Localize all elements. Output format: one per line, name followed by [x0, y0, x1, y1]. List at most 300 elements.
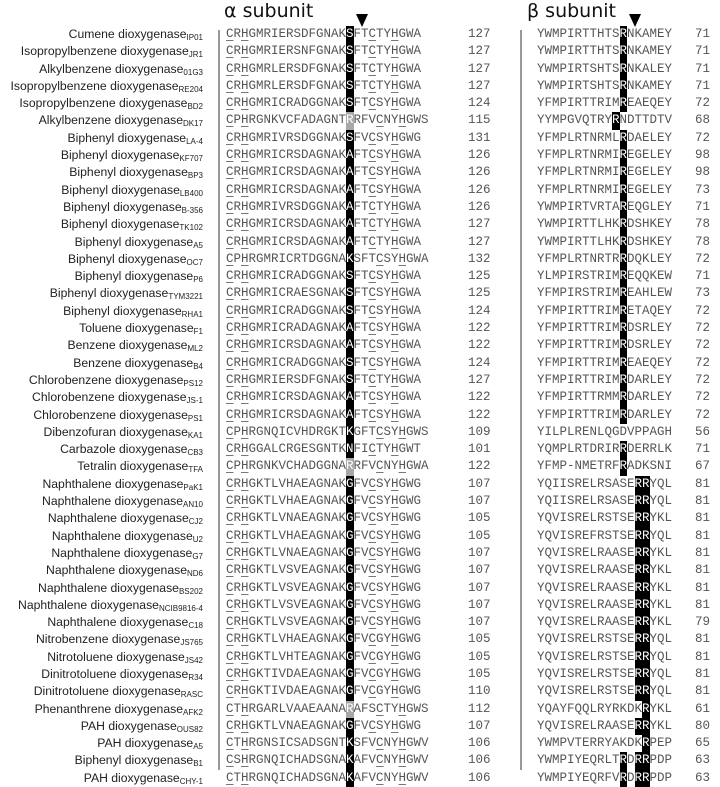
- residue: N: [323, 96, 332, 111]
- residue: Y: [537, 27, 545, 41]
- enzyme-label: [0, 718, 203, 735]
- residue: F: [544, 321, 553, 336]
- residue: F: [589, 528, 598, 543]
- residue: M: [612, 407, 620, 422]
- residue: S: [376, 718, 384, 733]
- residue: A: [353, 701, 362, 716]
- residue: T: [263, 597, 272, 612]
- enzyme-label: [0, 78, 203, 95]
- beta-end-position: 78: [695, 217, 711, 232]
- residue: C: [368, 182, 377, 197]
- residue: C: [368, 511, 377, 526]
- residue: H: [391, 355, 399, 370]
- residue: G: [323, 459, 332, 474]
- residue: W: [413, 770, 422, 785]
- beta-sequence: [537, 735, 672, 752]
- residue: R: [620, 752, 628, 769]
- residue: C: [286, 753, 294, 768]
- residue: Y: [537, 78, 545, 93]
- residue: I: [604, 269, 613, 284]
- residue: R: [597, 770, 605, 785]
- residue: E: [627, 684, 635, 699]
- residue: P: [559, 165, 568, 180]
- residue: G: [316, 649, 324, 664]
- residue: R: [233, 666, 242, 681]
- residue: L: [567, 251, 575, 266]
- residue: T: [589, 407, 598, 422]
- residue: G: [248, 684, 257, 699]
- residue: A: [301, 459, 309, 474]
- residue: N: [323, 78, 332, 93]
- residue: M: [256, 407, 264, 422]
- residue: P: [559, 407, 568, 422]
- beta-end-position: 81: [695, 684, 711, 699]
- residue: H: [286, 494, 294, 509]
- residue: E: [301, 666, 309, 681]
- enzyme-label: [0, 649, 203, 666]
- residue: R: [597, 494, 605, 509]
- residue: G: [256, 442, 264, 457]
- residue: Y: [537, 217, 545, 232]
- residue: G: [316, 44, 324, 59]
- residue: W: [413, 251, 422, 266]
- residue: W: [406, 269, 414, 284]
- residue: K: [657, 563, 665, 578]
- residue: G: [248, 372, 257, 387]
- residue: A: [308, 597, 317, 612]
- residue: E: [582, 511, 590, 526]
- residue: G: [634, 182, 643, 197]
- residue: Y: [391, 753, 399, 768]
- residue: P: [559, 338, 568, 353]
- enzyme-name: Biphenyl dioxygenase: [74, 753, 194, 768]
- residue: R: [620, 770, 628, 787]
- residue: A: [293, 632, 302, 647]
- residue: F: [353, 390, 362, 405]
- residue: I: [612, 182, 620, 197]
- residue: H: [391, 390, 399, 405]
- residue: K: [256, 649, 264, 664]
- residue: T: [361, 269, 369, 284]
- alignment-row: [0, 597, 720, 614]
- residue: S: [376, 511, 384, 526]
- residue: A: [293, 511, 302, 526]
- residue: N: [301, 44, 309, 59]
- residue: G: [248, 597, 257, 612]
- residue: C: [368, 528, 377, 543]
- residue: T: [383, 701, 392, 716]
- residue: R: [233, 580, 242, 595]
- residue: E: [657, 234, 665, 249]
- residue: A: [331, 390, 339, 405]
- residue: H: [293, 753, 302, 768]
- residue: N: [383, 459, 392, 474]
- alpha-sequence: [226, 182, 421, 199]
- residue: G: [406, 251, 414, 266]
- residue: Y: [383, 476, 392, 491]
- enzyme-name: Chlorobenzene dioxygenase: [32, 390, 187, 405]
- residue: E: [582, 494, 590, 509]
- residue: T: [263, 615, 272, 630]
- residue: C: [226, 165, 234, 180]
- residue: H: [597, 44, 605, 59]
- alpha-sequence: [226, 701, 429, 718]
- residue: A: [338, 459, 347, 474]
- residue: P: [559, 269, 568, 284]
- residue: G: [308, 199, 317, 214]
- residue: E: [657, 130, 665, 145]
- beta-sequence: [537, 614, 672, 631]
- residue: W: [406, 96, 414, 111]
- enzyme-label: [0, 355, 203, 372]
- residue: F: [308, 44, 317, 59]
- residue: G: [316, 130, 324, 145]
- residue: C: [286, 736, 294, 751]
- residue: H: [398, 770, 407, 785]
- residue: V: [361, 666, 369, 681]
- residue: W: [406, 407, 414, 422]
- residue: A: [308, 390, 317, 405]
- residue: A: [331, 718, 339, 733]
- residue: R: [635, 631, 643, 648]
- beta-end-position: 61: [695, 701, 711, 716]
- strain-subscript: NCIB9816-4: [158, 603, 203, 613]
- residue: H: [241, 597, 249, 612]
- residue: C: [368, 44, 377, 59]
- residue: D: [649, 113, 658, 128]
- residue: N: [323, 234, 332, 249]
- alignment-row: [0, 78, 720, 95]
- strain-subscript: AFK2: [182, 707, 203, 717]
- residue: S: [604, 476, 613, 491]
- residue: G: [323, 736, 332, 751]
- residue: R: [574, 615, 583, 630]
- beta-sequence: [537, 528, 672, 545]
- residue: L: [589, 718, 598, 733]
- enzyme-name: Naphthalene dioxygenase: [51, 528, 193, 543]
- residue: V: [368, 753, 377, 768]
- residue: R: [642, 528, 650, 545]
- residue: R: [620, 147, 628, 164]
- alpha-sequence: [226, 476, 421, 493]
- residue: R: [271, 701, 279, 716]
- residue: K: [642, 251, 650, 266]
- residue: S: [589, 61, 598, 76]
- enzyme-name: Nitrotoluene dioxygenase: [47, 649, 185, 664]
- residue: Y: [537, 44, 545, 59]
- residue: R: [635, 510, 643, 527]
- residue: A: [634, 372, 643, 387]
- beta-sequence: [537, 78, 672, 95]
- residue: W: [406, 666, 414, 681]
- residue: K: [256, 494, 264, 509]
- residue: Y: [537, 580, 545, 595]
- residue: F: [353, 442, 362, 457]
- residue: N: [323, 684, 332, 699]
- residue: F: [353, 44, 362, 59]
- residue: S: [604, 494, 613, 509]
- residue: F: [353, 165, 362, 180]
- residue: A: [293, 528, 302, 543]
- residue: K: [612, 234, 620, 249]
- residue: I: [544, 424, 553, 439]
- enzyme-label: [0, 752, 203, 769]
- residue: M: [552, 753, 560, 768]
- enzyme-label: [0, 216, 203, 233]
- residue: M: [552, 96, 560, 111]
- residue: W: [406, 338, 414, 353]
- residue: K: [338, 217, 347, 232]
- beta-sequence: [537, 355, 672, 372]
- residue: T: [263, 511, 272, 526]
- residue: C: [226, 199, 234, 214]
- residue: Y: [537, 563, 545, 578]
- residue: P: [559, 459, 568, 474]
- residue: A: [338, 701, 347, 716]
- residue: G: [398, 78, 407, 93]
- residue: G: [316, 597, 324, 612]
- enzyme-name: Carbazole dioxygenase: [60, 442, 188, 457]
- residue: G: [398, 390, 407, 405]
- residue: D: [301, 217, 309, 232]
- alignment-row: [0, 701, 720, 718]
- residue: S: [567, 615, 575, 630]
- residue: S: [316, 753, 324, 768]
- residue: T: [376, 199, 384, 214]
- residue: Y: [537, 666, 545, 681]
- residue: S: [619, 511, 628, 526]
- enzyme-name: Benzene dioxygenase: [73, 355, 194, 370]
- enzyme-name: PAH dioxygenase: [83, 770, 180, 785]
- residue: C: [226, 494, 234, 509]
- residue: Q: [544, 528, 553, 543]
- residue: R: [263, 234, 272, 249]
- residue: G: [316, 407, 324, 422]
- alpha-end-position: 101: [468, 442, 491, 457]
- alpha-sequence: [226, 649, 421, 666]
- residue: S: [376, 563, 384, 578]
- enzyme-label: [0, 130, 203, 147]
- residue: S: [293, 390, 302, 405]
- residue: W: [544, 736, 553, 751]
- residue: N: [323, 27, 332, 41]
- residue: C: [226, 770, 234, 785]
- residue: S: [346, 303, 354, 320]
- residue: E: [582, 666, 590, 681]
- residue: G: [316, 217, 324, 232]
- residue: M: [552, 372, 560, 387]
- enzyme-name: Naphthalene dioxygenase: [47, 511, 189, 526]
- residue: G: [248, 407, 257, 422]
- alpha-end-position: 127: [468, 234, 491, 249]
- alpha-sequence: [226, 199, 421, 216]
- residue: G: [634, 165, 643, 180]
- residue: C: [226, 632, 234, 647]
- alignment-rows: [0, 26, 720, 787]
- residue: D: [301, 182, 309, 197]
- residue: F: [308, 372, 317, 387]
- residue: I: [567, 234, 575, 249]
- residue: Y: [664, 303, 673, 318]
- enzyme-name: Biphenyl dioxygenase: [74, 269, 194, 284]
- residue: N: [627, 61, 635, 76]
- residue: W: [406, 148, 414, 163]
- residue: D: [308, 113, 317, 128]
- residue: E: [278, 27, 287, 41]
- residue: K: [657, 615, 665, 630]
- residue: R: [248, 701, 257, 716]
- residue: T: [582, 27, 590, 41]
- residue: R: [233, 563, 242, 578]
- residue: Y: [537, 165, 545, 180]
- residue: G: [398, 494, 407, 509]
- residue: F: [353, 338, 362, 353]
- residue: H: [241, 684, 249, 699]
- residue: R: [597, 442, 605, 457]
- residue: K: [256, 580, 264, 595]
- residue: R: [620, 407, 628, 424]
- residue: W: [544, 753, 553, 768]
- residue: E: [627, 632, 635, 647]
- residue: R: [635, 562, 643, 579]
- residue: E: [582, 753, 590, 768]
- residue: A: [331, 355, 339, 370]
- residue: C: [368, 476, 377, 491]
- residue: Y: [391, 770, 399, 785]
- residue: Y: [664, 165, 673, 180]
- residue: S: [346, 95, 354, 112]
- residue: R: [620, 337, 628, 354]
- residue: R: [286, 78, 294, 93]
- residue: W: [406, 199, 414, 214]
- residue: A: [293, 684, 302, 699]
- residue: T: [604, 199, 613, 214]
- residue: C: [226, 684, 234, 699]
- beta-end-position: 72: [695, 338, 711, 353]
- enzyme-label: [0, 493, 203, 510]
- residue: S: [567, 632, 575, 647]
- residue: K: [664, 442, 673, 457]
- residue: E: [657, 736, 665, 751]
- residue: S: [346, 285, 354, 302]
- residue: H: [391, 217, 399, 232]
- residue: A: [316, 701, 324, 716]
- residue: S: [376, 528, 384, 543]
- residue: Y: [649, 649, 658, 664]
- residue: M: [612, 269, 620, 284]
- residue: I: [552, 494, 560, 509]
- beta-sequence: [537, 26, 672, 43]
- residue: S: [421, 424, 429, 439]
- residue: Y: [649, 511, 658, 526]
- residue: T: [361, 407, 369, 422]
- residue: A: [338, 251, 347, 266]
- residue: I: [278, 424, 287, 439]
- residue: Y: [664, 182, 673, 197]
- residue: G: [398, 684, 407, 699]
- residue: T: [582, 372, 590, 387]
- residue: A: [338, 753, 347, 768]
- residue: I: [559, 684, 568, 699]
- residue: G: [398, 632, 407, 647]
- residue: T: [634, 113, 643, 128]
- residue: E: [582, 545, 590, 560]
- residue: A: [331, 148, 339, 163]
- residue: R: [574, 390, 583, 405]
- beta-end-position: 98: [695, 165, 711, 180]
- residue: A: [612, 736, 620, 751]
- residue: S: [567, 666, 575, 681]
- residue: S: [619, 666, 628, 681]
- residue: E: [301, 563, 309, 578]
- residue: R: [597, 701, 605, 716]
- residue: Y: [383, 303, 392, 318]
- residue: W: [406, 632, 414, 647]
- residue: R: [635, 683, 643, 700]
- residue: G: [316, 27, 324, 41]
- residue: Y: [649, 545, 658, 560]
- residue: G: [376, 684, 384, 699]
- residue: M: [552, 736, 560, 751]
- residue: T: [361, 286, 369, 301]
- residue: M: [612, 96, 620, 111]
- residue: A: [346, 182, 354, 199]
- residue: C: [368, 407, 377, 422]
- strain-subscript: OC7: [186, 257, 203, 267]
- residue: E: [301, 442, 309, 457]
- residue: K: [612, 217, 620, 232]
- residue: I: [271, 44, 279, 59]
- alignment-row: [0, 424, 720, 441]
- residue: G: [316, 632, 324, 647]
- alpha-sequence: [226, 441, 421, 458]
- residue: Q: [544, 649, 553, 664]
- residue: C: [286, 424, 294, 439]
- residue: F: [353, 615, 362, 630]
- alpha-sequence: [226, 216, 421, 233]
- residue: S: [293, 217, 302, 232]
- beta-sequence: [537, 320, 672, 337]
- residue: A: [413, 61, 422, 76]
- alpha-sequence: [226, 458, 429, 475]
- residue: C: [368, 338, 377, 353]
- residue: E: [627, 545, 635, 560]
- residue: A: [353, 753, 362, 768]
- residue: S: [353, 736, 362, 751]
- beta-end-position: 71: [695, 61, 711, 76]
- residue: H: [241, 338, 249, 353]
- residue: N: [286, 511, 294, 526]
- residue: C: [226, 528, 234, 543]
- residue: G: [406, 701, 414, 716]
- alpha-sequence: [226, 562, 421, 579]
- residue: S: [346, 26, 354, 43]
- residue: R: [286, 165, 294, 180]
- residue: T: [604, 61, 613, 76]
- residue: D: [627, 442, 635, 457]
- strain-subscript: JS765: [180, 638, 203, 648]
- residue: G: [256, 424, 264, 439]
- residue: C: [278, 442, 287, 457]
- residue: G: [248, 78, 257, 93]
- residue: M: [604, 165, 613, 180]
- residue: C: [368, 666, 377, 681]
- residue: G: [316, 390, 324, 405]
- residue: F: [353, 96, 362, 111]
- residue: Y: [383, 355, 392, 370]
- beta-end-position: 72: [695, 355, 711, 370]
- residue: H: [391, 269, 399, 284]
